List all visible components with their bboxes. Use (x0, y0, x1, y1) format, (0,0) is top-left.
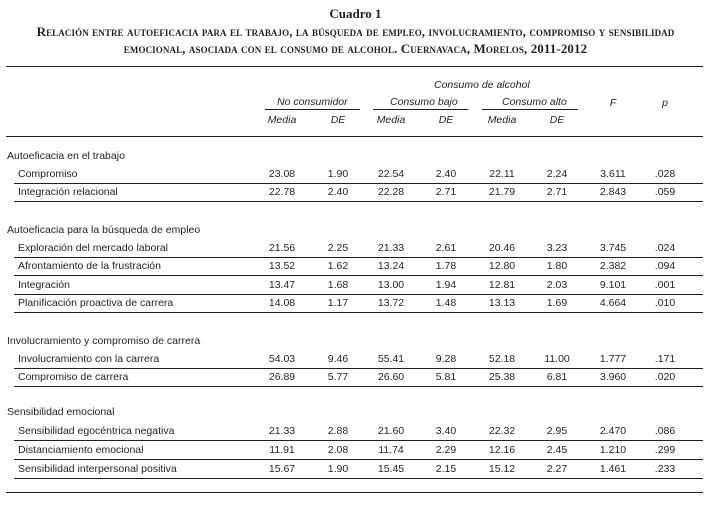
row-label: Afrontamiento de la frustración (18, 260, 161, 272)
cell-media-consumo-alto: 15.12 (488, 463, 516, 475)
cell-media-no-consumidor: 54.03 (268, 353, 296, 365)
group-header-consumo-alto: Consumo alto (502, 96, 567, 108)
row-label: Sensibilidad interpersonal positiva (18, 463, 177, 475)
cell-p-value: .299 (654, 444, 676, 456)
cell-p-value: .001 (654, 279, 676, 291)
group-header-consumo-bajo: Consumo bajo (390, 96, 458, 108)
cell-de-consumo-alto: 2.95 (546, 425, 568, 437)
group-rule-no-consumidor (265, 109, 360, 110)
cell-media-consumo-alto: 52.18 (488, 353, 516, 365)
cell-media-consumo-bajo: 55.41 (377, 353, 405, 365)
cell-de-consumo-bajo: 3.40 (435, 425, 457, 437)
cell-de-consumo-bajo: 2.61 (435, 242, 457, 254)
col-header-media-2: Media (376, 114, 406, 126)
row-label: Exploración del mercado laboral (18, 242, 168, 254)
cell-media-no-consumidor: 11.91 (269, 444, 295, 456)
cell-de-consumo-alto: 1.80 (546, 260, 568, 272)
row-label: Involucramiento con la carrera (18, 353, 160, 365)
bottom-rule (6, 492, 703, 493)
col-header-de-3: DE (549, 114, 565, 126)
cell-media-no-consumidor: 23.08 (268, 168, 296, 180)
row-label: Integración (18, 279, 70, 291)
col-header-de-2: DE (438, 114, 454, 126)
cell-p-value: .028 (654, 168, 676, 180)
cell-de-consumo-alto: 3.23 (546, 242, 568, 254)
col-header-p: p (662, 97, 668, 109)
cell-media-consumo-alto: 20.46 (488, 242, 516, 254)
cell-media-consumo-alto: 12.81 (488, 279, 516, 291)
cell-de-consumo-bajo: 1.78 (435, 260, 457, 272)
cell-media-consumo-alto: 12.80 (488, 260, 516, 272)
cell-de-no-consumidor: 2.40 (327, 186, 349, 198)
row-rule (14, 275, 703, 276)
col-header-media-3: Media (487, 114, 517, 126)
cell-media-consumo-bajo: 21.33 (377, 242, 405, 254)
cell-media-consumo-bajo: 22.28 (377, 186, 405, 198)
row-label: Compromiso de carrera (18, 371, 129, 383)
section-title: Sensibilidad emocional (7, 406, 115, 418)
row-label: Planificación proactiva de carrera (18, 297, 174, 309)
row-rule (14, 183, 703, 184)
cell-de-no-consumidor: 5.77 (327, 371, 349, 383)
cell-media-consumo-bajo: 11.74 (378, 444, 404, 456)
row-rule (14, 478, 703, 479)
col-header-f: F (609, 97, 617, 109)
table-title-line-1: Relación entre autoeficacia para el trabajo, la búsqueda de empleo, involucramiento, compromiso y sensibilidad (36, 24, 675, 39)
cell-de-consumo-alto: 11.00 (544, 353, 570, 365)
cell-media-consumo-bajo: 13.00 (377, 279, 405, 291)
cell-de-consumo-bajo: 2.40 (435, 168, 457, 180)
cell-media-consumo-alto: 13.13 (488, 297, 516, 309)
row-rule (14, 257, 703, 258)
cell-p-value: .094 (654, 260, 676, 272)
cell-media-consumo-bajo: 15.45 (377, 463, 405, 475)
cell-media-consumo-alto: 22.32 (488, 425, 516, 437)
cell-de-consumo-bajo: 1.48 (435, 297, 457, 309)
cell-de-no-consumidor: 2.88 (327, 425, 349, 437)
cell-de-no-consumidor: 1.17 (327, 297, 349, 309)
cell-f-value: 3.960 (599, 371, 627, 383)
cell-f-value: 9.101 (599, 279, 627, 291)
cell-de-no-consumidor: 9.46 (327, 353, 349, 365)
cell-media-no-consumidor: 22.78 (268, 186, 296, 198)
cell-de-consumo-bajo: 2.71 (435, 186, 457, 198)
table-number: Cuadro 1 (329, 6, 382, 21)
cell-de-consumo-bajo: 9.28 (435, 353, 457, 365)
cell-p-value: .010 (654, 297, 676, 309)
group-rule-consumo-alto (482, 109, 578, 110)
cell-p-value: .233 (654, 463, 676, 475)
row-rule (14, 201, 703, 202)
row-rule (14, 368, 703, 369)
group-rule-consumo-bajo (373, 109, 468, 110)
cell-de-consumo-alto: 2.27 (546, 463, 568, 475)
cell-media-no-consumidor: 21.56 (268, 242, 296, 254)
section-title: Autoeficacia en el trabajo (7, 150, 125, 162)
cell-f-value: 1.461 (599, 463, 627, 475)
row-label: Compromiso (18, 168, 78, 180)
cell-p-value: .024 (654, 242, 676, 254)
row-rule (14, 294, 703, 295)
cell-media-no-consumidor: 13.52 (268, 260, 296, 272)
top-rule (6, 66, 703, 67)
cell-de-consumo-alto: 1.69 (546, 297, 568, 309)
cell-f-value: 4.664 (599, 297, 627, 309)
row-label: Distanciamiento emocional (18, 444, 144, 456)
cell-media-consumo-bajo: 21.60 (377, 425, 405, 437)
section-title: Autoeficacia para la búsqueda de empleo (7, 224, 201, 236)
group-header-no-consumidor: No consumidor (277, 96, 348, 108)
cell-de-consumo-alto: 2.71 (546, 186, 568, 198)
cell-media-consumo-alto: 12.16 (488, 444, 516, 456)
cell-de-no-consumidor: 2.08 (327, 444, 349, 456)
cell-p-value: .086 (654, 425, 676, 437)
row-label: Sensibilidad egocéntrica negativa (18, 425, 175, 437)
cell-f-value: 2.470 (599, 425, 627, 437)
cell-de-no-consumidor: 1.90 (327, 168, 349, 180)
cell-de-consumo-bajo: 2.29 (435, 444, 457, 456)
cell-media-consumo-alto: 25.38 (488, 371, 516, 383)
col-header-media-1: Media (267, 114, 297, 126)
col-header-de-1: DE (330, 114, 346, 126)
row-label: Integración relacional (18, 186, 118, 198)
cell-media-consumo-alto: 22.11 (489, 168, 515, 180)
cell-de-consumo-bajo: 1.94 (435, 279, 457, 291)
cell-media-no-consumidor: 13.47 (268, 279, 296, 291)
cell-de-consumo-alto: 2.24 (546, 168, 568, 180)
row-rule (14, 459, 703, 460)
header-rule (6, 136, 703, 137)
cell-p-value: .171 (654, 353, 676, 365)
cell-de-consumo-bajo: 2.15 (435, 463, 457, 475)
spanner-header: Consumo de alcohol (434, 79, 530, 91)
cell-de-consumo-alto: 2.45 (546, 444, 568, 456)
cell-media-no-consumidor: 21.33 (268, 425, 296, 437)
cell-media-no-consumidor: 15.67 (268, 463, 296, 475)
row-rule (14, 440, 703, 441)
cell-media-no-consumidor: 26.89 (268, 371, 296, 383)
cell-de-no-consumidor: 1.62 (327, 260, 349, 272)
row-rule (14, 386, 703, 387)
cell-de-consumo-alto: 2.03 (546, 279, 568, 291)
cell-media-consumo-bajo: 22.54 (377, 168, 405, 180)
row-rule (14, 312, 703, 313)
cell-de-consumo-bajo: 5.81 (435, 371, 457, 383)
cell-media-consumo-bajo: 13.72 (377, 297, 405, 309)
cell-media-no-consumidor: 14.08 (268, 297, 296, 309)
cell-media-consumo-bajo: 13.24 (377, 260, 405, 272)
cell-de-no-consumidor: 1.90 (327, 463, 349, 475)
cell-f-value: 1.777 (599, 353, 627, 365)
cell-p-value: .020 (654, 371, 676, 383)
cell-f-value: 3.745 (599, 242, 627, 254)
cell-f-value: 2.382 (599, 260, 627, 272)
cell-p-value: .059 (654, 186, 676, 198)
cell-de-no-consumidor: 1.68 (327, 279, 349, 291)
cell-f-value: 3.611 (600, 168, 626, 180)
table-title-line-2: emocional, asociada con el consumo de alcohol. Cuernavaca, Morelos, 2011-2012 (123, 41, 588, 56)
cell-f-value: 1.210 (599, 444, 627, 456)
cell-f-value: 2.843 (599, 186, 627, 198)
section-title: Involucramiento y compromiso de carrera (7, 335, 201, 347)
cell-media-consumo-alto: 21.79 (488, 186, 516, 198)
cell-de-consumo-alto: 6.81 (546, 371, 568, 383)
cell-de-no-consumidor: 2.25 (327, 242, 349, 254)
cell-media-consumo-bajo: 26.60 (377, 371, 405, 383)
